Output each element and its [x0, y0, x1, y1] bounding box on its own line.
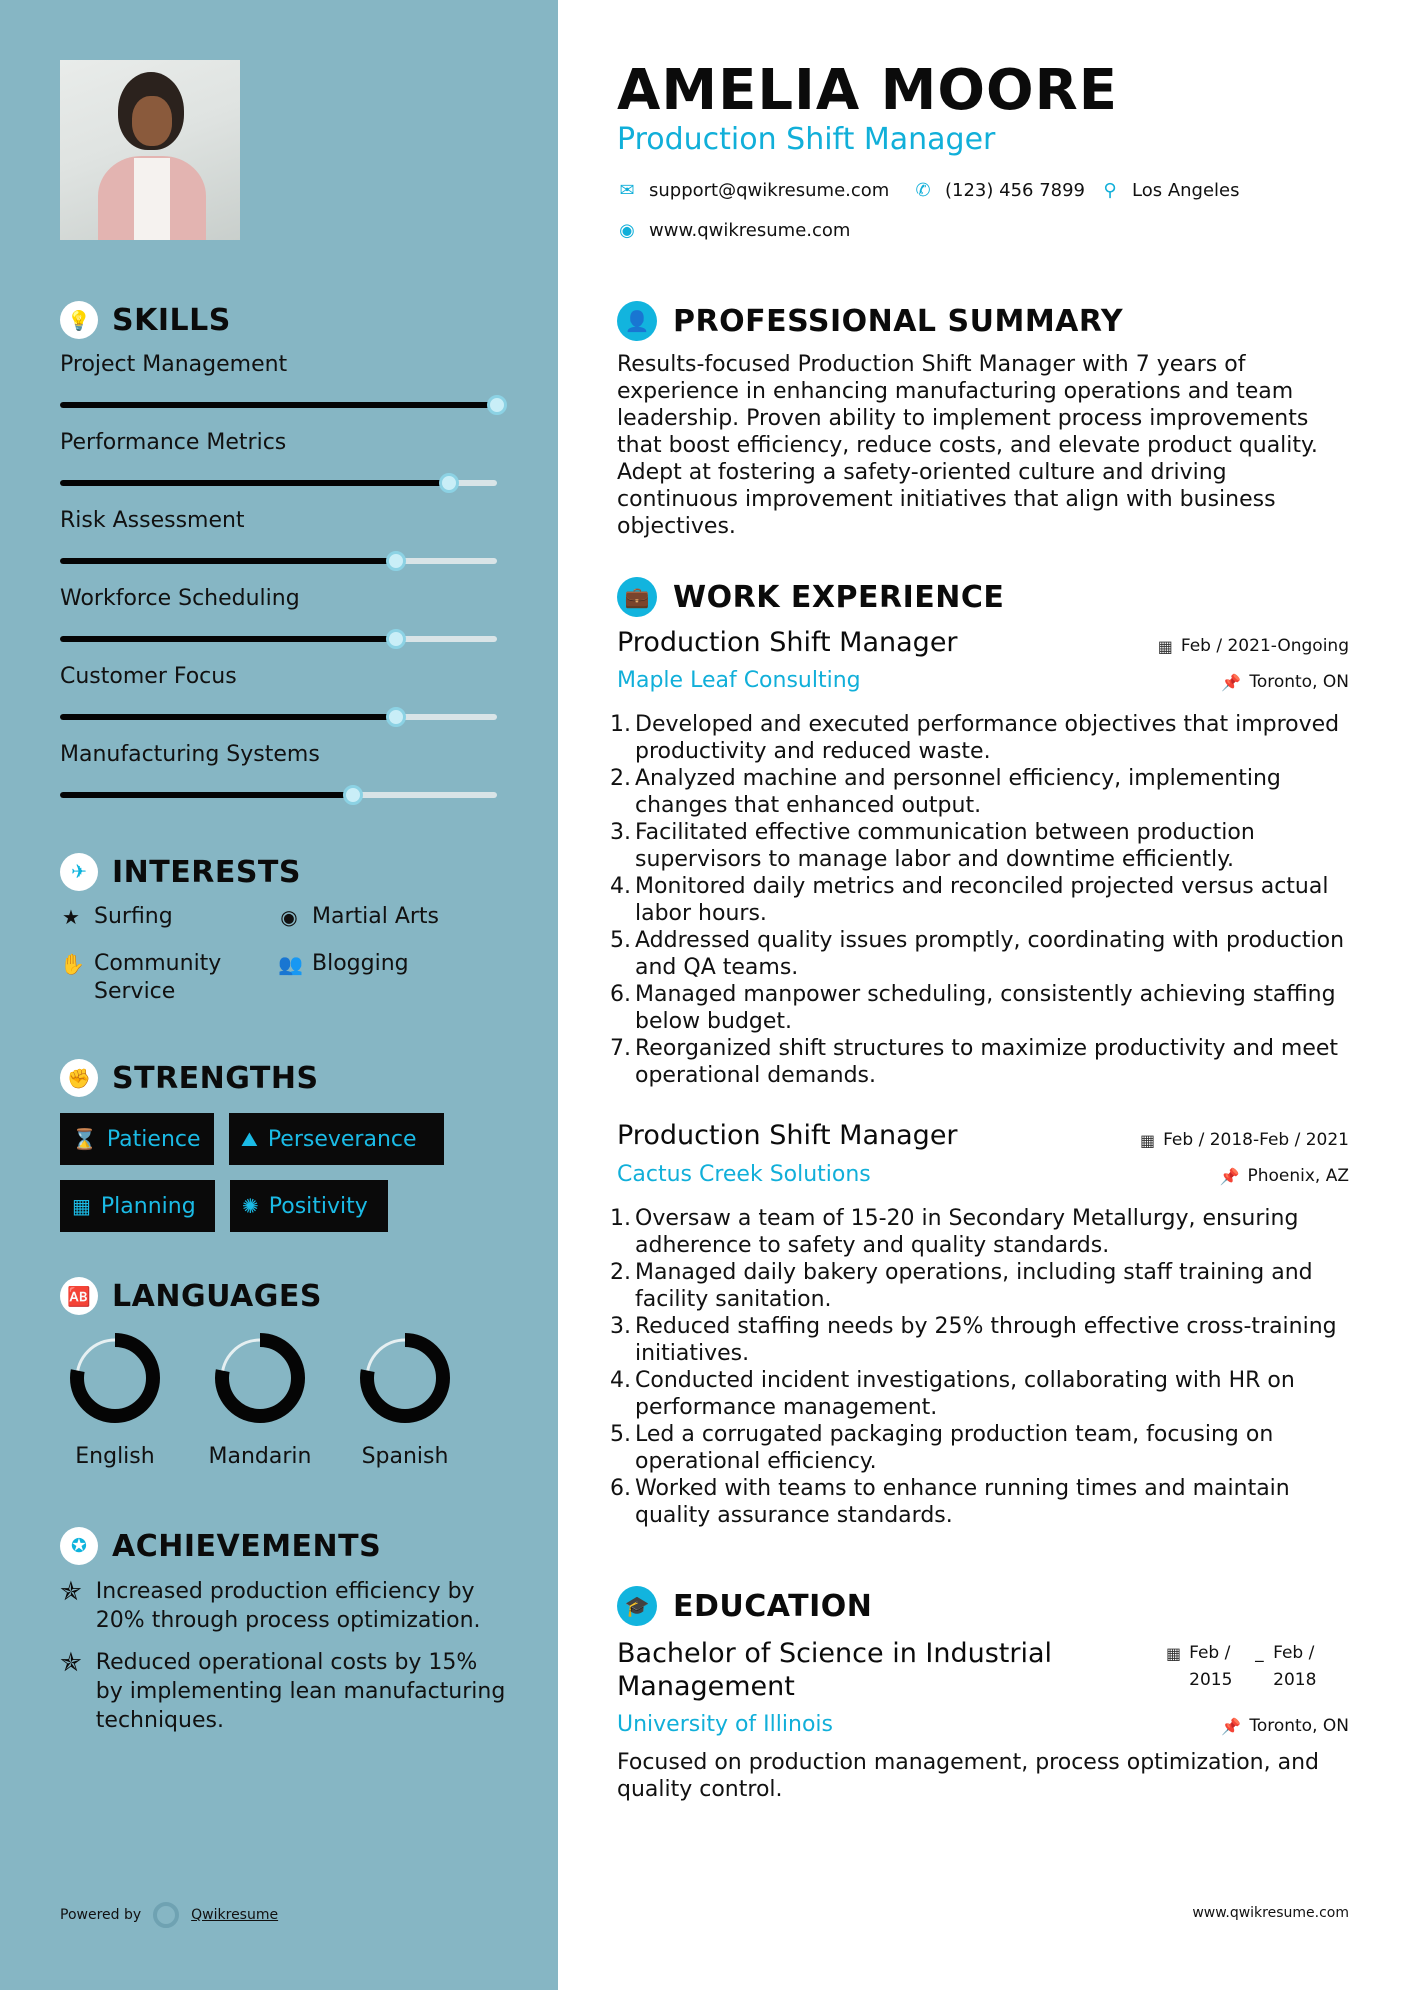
job-company: Cactus Creek Solutions — [617, 1162, 871, 1187]
calendar-icon: ▦ — [72, 1194, 91, 1218]
contact-phone[interactable]: ✆ (123) 456 7899 — [913, 180, 1085, 201]
achievement-item: ✯ Increased production efficiency by 20% through process optimization. — [60, 1577, 481, 1633]
strength-chip: ✺ Positivity — [230, 1180, 388, 1232]
calendar-icon: ▦ — [1139, 1130, 1156, 1150]
list-item: 6. Worked with teams to enhance running times and maintain quality assurance standards. — [610, 1476, 1290, 1528]
strengths-heading: ✊ STRENGTHS — [60, 1059, 319, 1097]
profile-photo — [60, 60, 240, 240]
skill-bar — [60, 792, 497, 798]
experience-heading: 💼 WORK EXPERIENCE — [617, 577, 1004, 617]
list-item: 1. Developed and executed performance objectives that improved productivity and reduced waste. — [610, 712, 1340, 764]
candidate-name: AMELIA MOORE — [617, 58, 1118, 123]
lightbulb-icon: 💡 — [60, 301, 98, 339]
interest-item: 👥 Blogging — [278, 951, 409, 976]
language-ring — [212, 1330, 308, 1426]
footer-url[interactable]: www.qwikresume.com — [1192, 1905, 1349, 1921]
job-location: 📌 Toronto, ON — [1221, 672, 1349, 692]
globe-icon: ◉ — [619, 220, 635, 241]
list-item: 1. Oversaw a team of 15-20 in Secondary Metallurgy, ensuring adherence to safety and quality standards. — [610, 1206, 1299, 1258]
skill-item — [60, 508, 500, 533]
interest-item: ✋ Community Service — [60, 951, 222, 1004]
job-date: ▦ Feb / 2021-Ongoing — [1157, 636, 1349, 656]
degree-title: Bachelor of Science in Industrial Management — [617, 1638, 1053, 1702]
skill-label: Customer Focus — [60, 664, 237, 689]
star-badge-icon: ✪ — [60, 1527, 98, 1565]
qwikresume-logo-icon — [153, 1902, 179, 1928]
pushpin-icon: 📌 — [1219, 1166, 1240, 1186]
list-item: 7. Reorganized shift structures to maximize productivity and meet operational demands. — [610, 1036, 1339, 1088]
languages-heading: 🆎 LANGUAGES — [60, 1277, 322, 1315]
skill-bar — [60, 480, 497, 486]
brand-link[interactable]: Qwikresume — [191, 1907, 279, 1923]
sun-icon: ✺ — [242, 1194, 259, 1218]
sidebar — [0, 0, 558, 1990]
strength-chip: ⛰ Perseverance — [229, 1113, 444, 1165]
education-location: 📌 Toronto, ON — [1221, 1716, 1349, 1736]
summary-text: Results-focused Production Shift Manager with 7 years of experience in enhancing manufacturing operations and team leadership. Proven ability to implement process improvements that boost efficiency, reduce costs, and elevate product quality. Adept at fostering a safety-oriented culture and driving continuous improvement initiatives that align with business objectives. — [617, 352, 1318, 539]
skill-label: Performance Metrics — [60, 430, 287, 455]
skill-item — [60, 352, 500, 377]
language-item — [60, 1330, 170, 1469]
contact-location: ⚲ Los Angeles — [1100, 180, 1240, 201]
paper-plane-icon: ✈ — [60, 853, 98, 891]
job-bullets — [610, 1205, 1355, 1529]
skill-bar — [60, 714, 497, 720]
fist-icon: ✊ — [60, 1059, 98, 1097]
job-date: ▦ Feb / 2018-Feb / 2021 — [1139, 1130, 1349, 1150]
education-description: Focused on production management, process optimization, and quality control. — [617, 1750, 1319, 1802]
road-icon: ⛰ — [241, 1127, 258, 1151]
skill-label: Manufacturing Systems — [60, 742, 320, 767]
contact-website[interactable]: ◉ www.qwikresume.com — [617, 220, 850, 241]
language-name: Mandarin — [208, 1444, 312, 1469]
skill-item — [60, 430, 500, 455]
user-icon: 👤 — [617, 301, 657, 341]
list-item: 2. Managed daily bakery operations, including staff training and facility sanitation. — [610, 1260, 1313, 1312]
job-company: Maple Leaf Consulting — [617, 668, 861, 693]
list-item: 4. Monitored daily metrics and reconciled projected versus actual labor hours. — [610, 874, 1329, 926]
skill-bar — [60, 558, 497, 564]
skills-heading: 💡 SKILLS — [60, 301, 231, 339]
pushpin-icon: 📌 — [1221, 1716, 1242, 1736]
skill-item — [60, 742, 500, 767]
language-ring — [67, 1330, 163, 1426]
education-date: ▦ Feb / 2015 _ Feb / 2018 — [1166, 1640, 1331, 1694]
globe-icon: ◉ — [280, 905, 298, 929]
skill-item — [60, 586, 500, 611]
list-item: 6. Managed manpower scheduling, consistently achieving staffing below budget. — [610, 982, 1336, 1034]
achievement-item: ✯ Reduced operational costs by 15% by implementing lean manufacturing techniques. — [60, 1648, 506, 1733]
star-icon: ★ — [62, 905, 80, 929]
list-item: 2. Analyzed machine and personnel efficiency, implementing changes that enhanced output. — [610, 766, 1281, 818]
skill-bar — [60, 402, 497, 408]
summary-heading: 👤 PROFESSIONAL SUMMARY — [617, 301, 1123, 341]
phone-icon: ✆ — [915, 180, 931, 201]
language-ring — [357, 1330, 453, 1426]
list-item: 3. Reduced staffing needs by 25% through effective cross-training initiatives. — [610, 1314, 1337, 1366]
calendar-icon: ▦ — [1157, 636, 1173, 656]
shooting-star-icon: ✯ — [60, 1648, 82, 1678]
job-location: 📌 Phoenix, AZ — [1219, 1166, 1349, 1186]
skill-bar — [60, 636, 497, 642]
skill-label: Risk Assessment — [60, 508, 245, 533]
list-item: 4. Conducted incident investigations, collaborating with HR on performance management. — [610, 1368, 1295, 1420]
envelope-icon: ✉ — [619, 180, 635, 201]
briefcase-icon: 💼 — [617, 577, 657, 617]
strength-chip: ⌛ Patience — [60, 1113, 214, 1165]
skill-label: Workforce Scheduling — [60, 586, 300, 611]
graduate-icon: 🎓 — [617, 1586, 657, 1626]
calendar-icon: ▦ — [1166, 1644, 1182, 1663]
interest-item: ★ Surfing — [60, 903, 173, 931]
school-name: University of Illinois — [617, 1712, 833, 1737]
contact-email[interactable]: ✉ support@qwikresume.com — [617, 180, 889, 201]
skill-label: Project Management — [60, 352, 288, 377]
candidate-role: Production Shift Manager — [617, 122, 996, 157]
interests-heading: ✈ INTERESTS — [60, 853, 301, 891]
users-icon: 👥 — [278, 952, 303, 976]
education-heading: 🎓 EDUCATION — [617, 1586, 872, 1626]
list-item: 3. Facilitated effective communication between production supervisors to manage labor and downtime efficiently. — [610, 820, 1255, 872]
language-item — [350, 1330, 460, 1469]
language-name: Spanish — [361, 1444, 449, 1469]
map-pin-icon: ⚲ — [1103, 180, 1117, 201]
hand-icon: ✋ — [60, 952, 85, 976]
list-item: 5. Addressed quality issues promptly, coordinating with production and QA teams. — [610, 928, 1345, 980]
powered-by: Powered by Qwikresume — [60, 1902, 278, 1928]
hourglass-icon: ⌛ — [72, 1127, 97, 1151]
job-title: Production Shift Manager — [617, 627, 958, 658]
list-item: 5. Led a corrugated packaging production team, focusing on operational efficiency. — [610, 1422, 1274, 1474]
language-name: English — [75, 1444, 155, 1469]
skill-item — [60, 664, 500, 689]
shooting-star-icon: ✯ — [60, 1577, 82, 1607]
language-item — [205, 1330, 315, 1469]
language-card-icon: 🆎 — [60, 1277, 98, 1315]
interest-item: ◉ Martial Arts — [278, 903, 439, 931]
job-bullets — [610, 711, 1355, 1089]
pushpin-icon: 📌 — [1221, 672, 1242, 692]
achievements-heading: ✪ ACHIEVEMENTS — [60, 1527, 381, 1565]
strength-chip: ▦ Planning — [60, 1180, 215, 1232]
job-title: Production Shift Manager — [617, 1120, 958, 1151]
